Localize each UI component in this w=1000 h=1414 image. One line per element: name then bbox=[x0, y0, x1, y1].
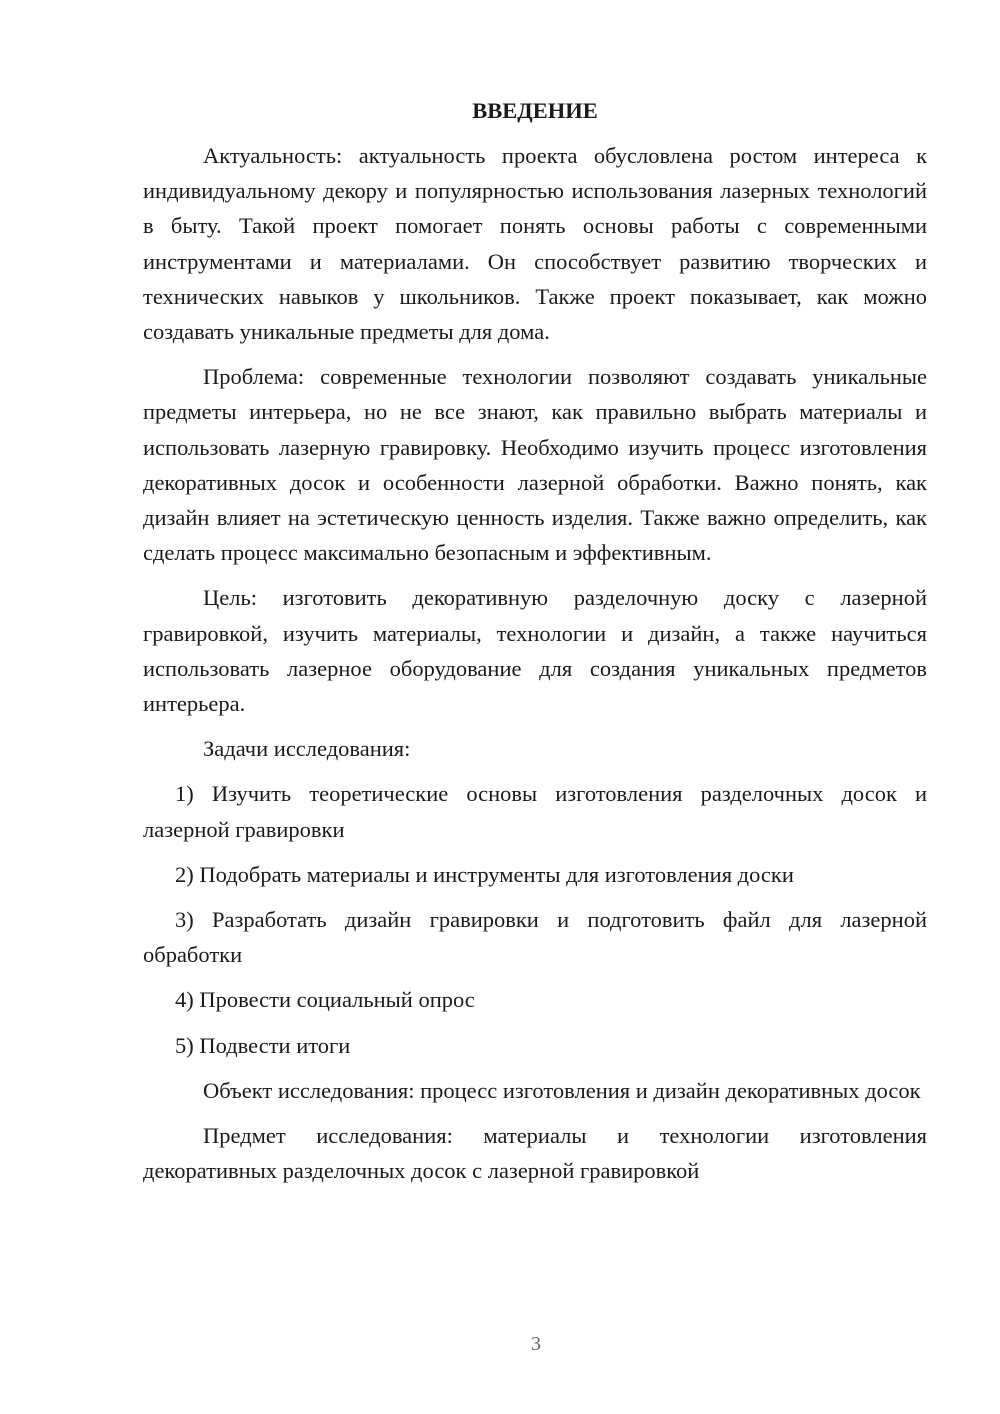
page-content bbox=[143, 96, 927, 1198]
page-number: 3 bbox=[531, 1333, 541, 1355]
goal-paragraph: Цель: изготовить декоративную разделочную доску с лазерной гравировкой, изучить материалы, технологии и дизайн, а также научиться использовать лазерное оборудование для создания уникальных предметов интерьера. bbox=[143, 585, 927, 717]
task-item: 5) Подвести итоги bbox=[175, 1032, 351, 1058]
relevance-paragraph: Актуальность: актуальность проекта обусловлена ростом интереса к индивидуальному декору и популярностью использования лазерных технологий в быту. Такой проект помогает понять основы работы с современными инструментами и материалами. Он способствует развитию творческих и технических навыков у школьников. Также проект показывает, как можно создавать уникальные предметы для дома. bbox=[143, 143, 927, 345]
section-heading: ВВЕДЕНИЕ bbox=[472, 98, 598, 123]
research-object-paragraph: Объект исследования: процесс изготовления и дизайн декоративных досок bbox=[203, 1077, 921, 1103]
tasks-title: Задачи исследования: bbox=[203, 736, 411, 762]
research-subject-paragraph: Предмет исследования: материалы и технологии изготовления декоративных разделочных досок с лазерной гравировкой bbox=[143, 1123, 927, 1184]
problem-paragraph: Проблема: современные технологии позволяют создавать уникальные предметы интерьера, но не все знают, как правильно выбрать материалы и использовать лазерную гравировку. Необходимо изучить процесс изготовления декоративных досок и особенности лазерной обработки. Важно понять, как дизайн влияет на эстетическую ценность изделия. Также важно определить, как сделать процесс максимально безопасным и эффективным. bbox=[143, 364, 927, 566]
task-item: 3) Разработать дизайн гравировки и подготовить файл для лазерной обработки bbox=[143, 907, 927, 968]
task-item: 1) Изучить теоретические основы изготовления разделочных досок и лазерной гравировки bbox=[143, 781, 927, 842]
task-item: 2) Подобрать материалы и инструменты для изготовления доски bbox=[175, 861, 794, 887]
task-item: 4) Провести социальный опрос bbox=[175, 987, 475, 1013]
